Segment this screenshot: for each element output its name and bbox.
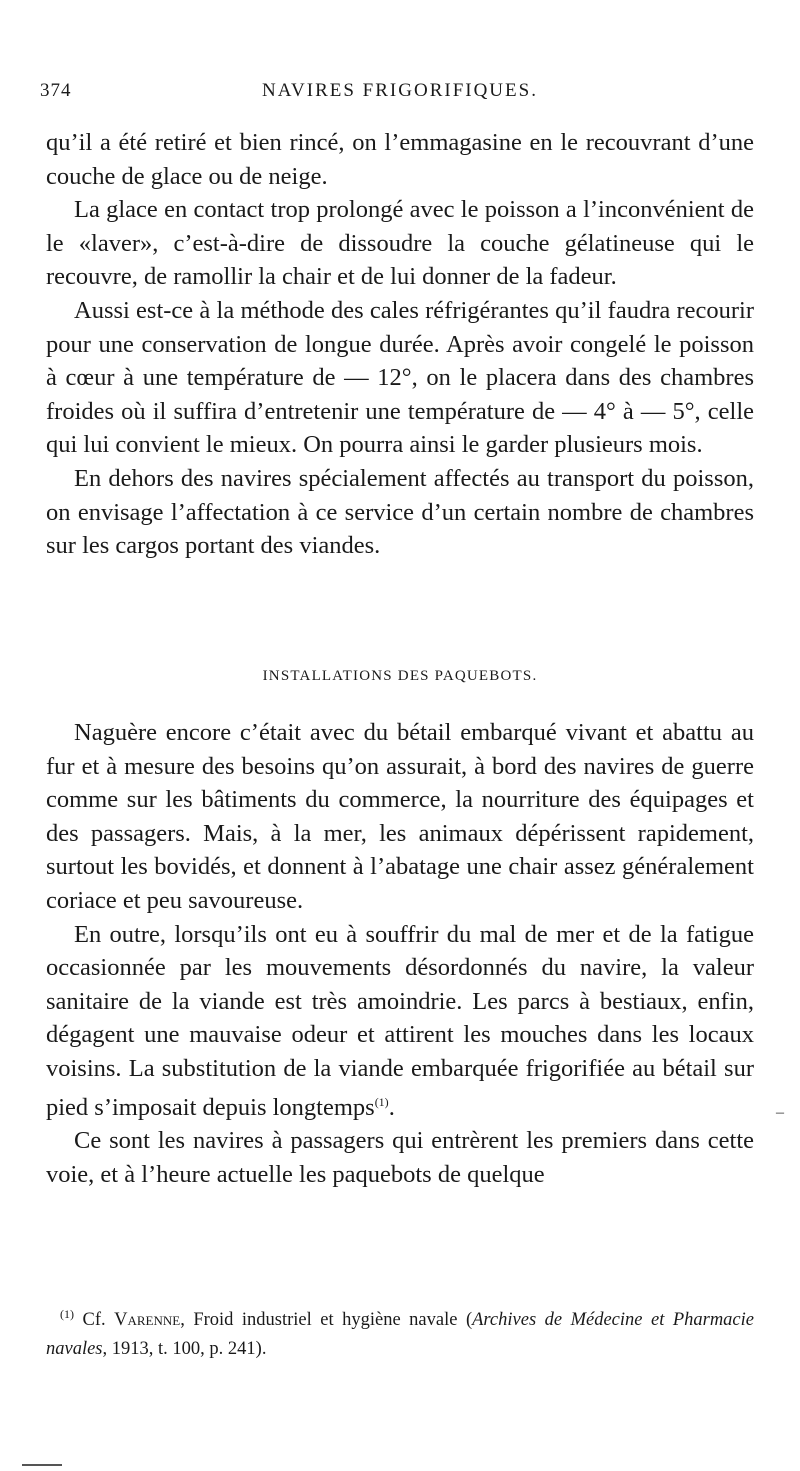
opening-text-block (46, 126, 754, 563)
footnote-reference[interactable]: (1) (374, 1094, 389, 1109)
footnote-cf: Cf. (82, 1310, 106, 1331)
footnote-paragraph (46, 1300, 754, 1364)
paragraph-seasickness-text: En outre, lorsqu’ils ont eu à souffrir du mal de mer et de la fatigue occasionnée par les mouvements désordonnés du navire, la valeur sanitaire de la viande est très amoindrie. Les parcs à bestiaux, enfin, dégagent une mauvaise odeur et attirent les mouches dans les locaux voisins. La substitution de la viande embarquée frigorifiée au bétail sur pied s’imposait depuis longtemps (46, 920, 754, 1121)
running-header (40, 80, 760, 114)
paragraph-fish-transport: En dehors des navires spécialement affectés au transport du poisson, on envisage l’affectation à ce service d’un certain nombre de chambres sur les cargos portant des viandes. (46, 464, 754, 560)
footnote-marker: (1) (60, 1307, 74, 1321)
footnote (46, 1300, 754, 1364)
page-number: 374 (40, 80, 72, 101)
paquebots-text-block (46, 716, 754, 1191)
page-edge-mark (22, 1464, 62, 1466)
margin-dash-mark: – (776, 1104, 784, 1121)
paragraph-passenger-ships: Ce sont les navires à passagers qui entrèrent les premiers dans cette voie, et à l’heure actuelle les paquebots de quelque (46, 1127, 754, 1188)
paragraph-seasickness-end: . (388, 1093, 395, 1121)
paragraph-livestock: Naguère encore c’était avec du bétail embarqué vivant et abattu au fur et à mesure des besoins qu’on assurait, à bord des navires de guerre comme sur les bâtiments du commerce, la nourriture des équipages et des passagers. Mais, à la mer, les animaux dépérissent rapidement, surtout les bovidés, et donnent à l’abatage une chair assez généralement coriace et peu savoureuse. (46, 719, 754, 914)
footnote-reference-details: , 1913, t. 100, p. 241). (102, 1339, 267, 1360)
paragraph-refrigerated-holds: Aussi est-ce à la méthode des cales réfrigérantes qu’il faudra recourir pour une conservation de longue durée. Après avoir congelé le poisson à cœur à une température de — 12°, on le placera dans des chambres froides où il suffira d’entretenir une température de — 4° à — 5°, celle qui lui convient le mieux. On pourra ainsi le garder plusieurs mois. (46, 296, 754, 459)
running-title: NAVIRES FRIGORIFIQUES. (262, 80, 538, 101)
footnote-title: , Froid industriel et hygiène navale ( (180, 1310, 473, 1331)
footnote-author: Varenne (114, 1310, 181, 1331)
paragraph-seasickness (46, 918, 754, 1125)
section-heading: INSTALLATIONS DES PAQUEBOTS. (262, 668, 538, 684)
paragraph-ice-contact: La glace en contact trop prolongé avec le poisson a l’inconvénient de le «laver», c’est-à-dire de dissoudre la couche gélatineuse qui le recouvre, de ramollir la chair et de lui donner de la fadeur. (46, 196, 754, 291)
footnote-journal: Archives de Médecine et Pharmacie navales (46, 1310, 754, 1360)
paragraph-continuation: qu’il a été retiré et bien rincé, on l’emmagasine en le recouvrant d’une couche de glace ou de neige. (46, 129, 754, 190)
